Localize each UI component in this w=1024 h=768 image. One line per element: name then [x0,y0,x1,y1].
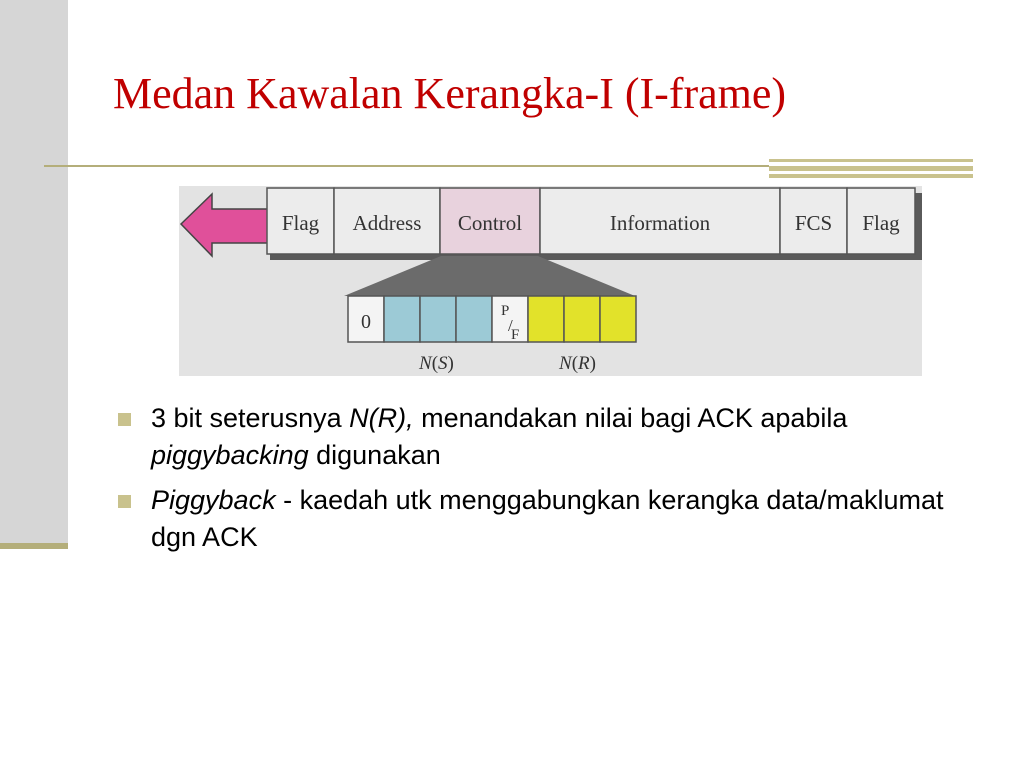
bullet-list [115,400,965,564]
bullet-text-part: digunakan [308,440,441,470]
control-expansion-connector [344,256,635,296]
control-bit-8 [600,296,636,342]
bullet-marker [118,413,131,426]
iframe-format-diagram [179,186,922,376]
control-bit-6 [528,296,564,342]
frame-field-fcs-label: FCS [794,211,833,235]
pf-label-bottom: F [511,327,520,343]
bullet-text-part: Piggyback [151,485,276,515]
control-bit-3 [420,296,456,342]
direction-arrow [181,194,271,256]
bullet-text-part: 3 bit seterusnya [151,403,350,433]
bullet-marker [118,495,131,508]
bullet-text-part: N(R), [349,403,414,433]
left-decorative-band [0,0,68,546]
title-underline [44,165,769,167]
pf-label-top: P [501,303,510,319]
bullet-piggyback-definition [115,482,965,556]
control-bit-2 [384,296,420,342]
nr-label: N(R) [559,353,596,374]
bullet-text-part: piggybacking [151,440,309,470]
frame-field-information-label: Information [609,211,711,235]
frame-field-control-label: Control [457,211,523,235]
slide-title: Medan Kawalan Kerangka-I (I-frame) [113,69,787,118]
bullet-nr-description [115,400,965,474]
title-accent-bars [769,159,973,178]
frame-field-address-label: Address [352,211,422,235]
frame-field-flag-start-label: Flag [281,211,320,235]
frame-field-flag-end-label: Flag [862,211,900,235]
bullet-text-part: - kaedah utk menggabungkan kerangka data/maklumat dgn ACK [151,485,944,552]
pf-label-slash: / [508,316,513,335]
bullet-text-part: menandakan nilai bagi ACK apabila [413,403,848,433]
control-bit-4 [456,296,492,342]
control-bit-zero-label: 0 [361,311,371,333]
control-bit-7 [564,296,600,342]
left-band-rule [0,543,68,549]
ns-label: N(S) [419,353,454,374]
